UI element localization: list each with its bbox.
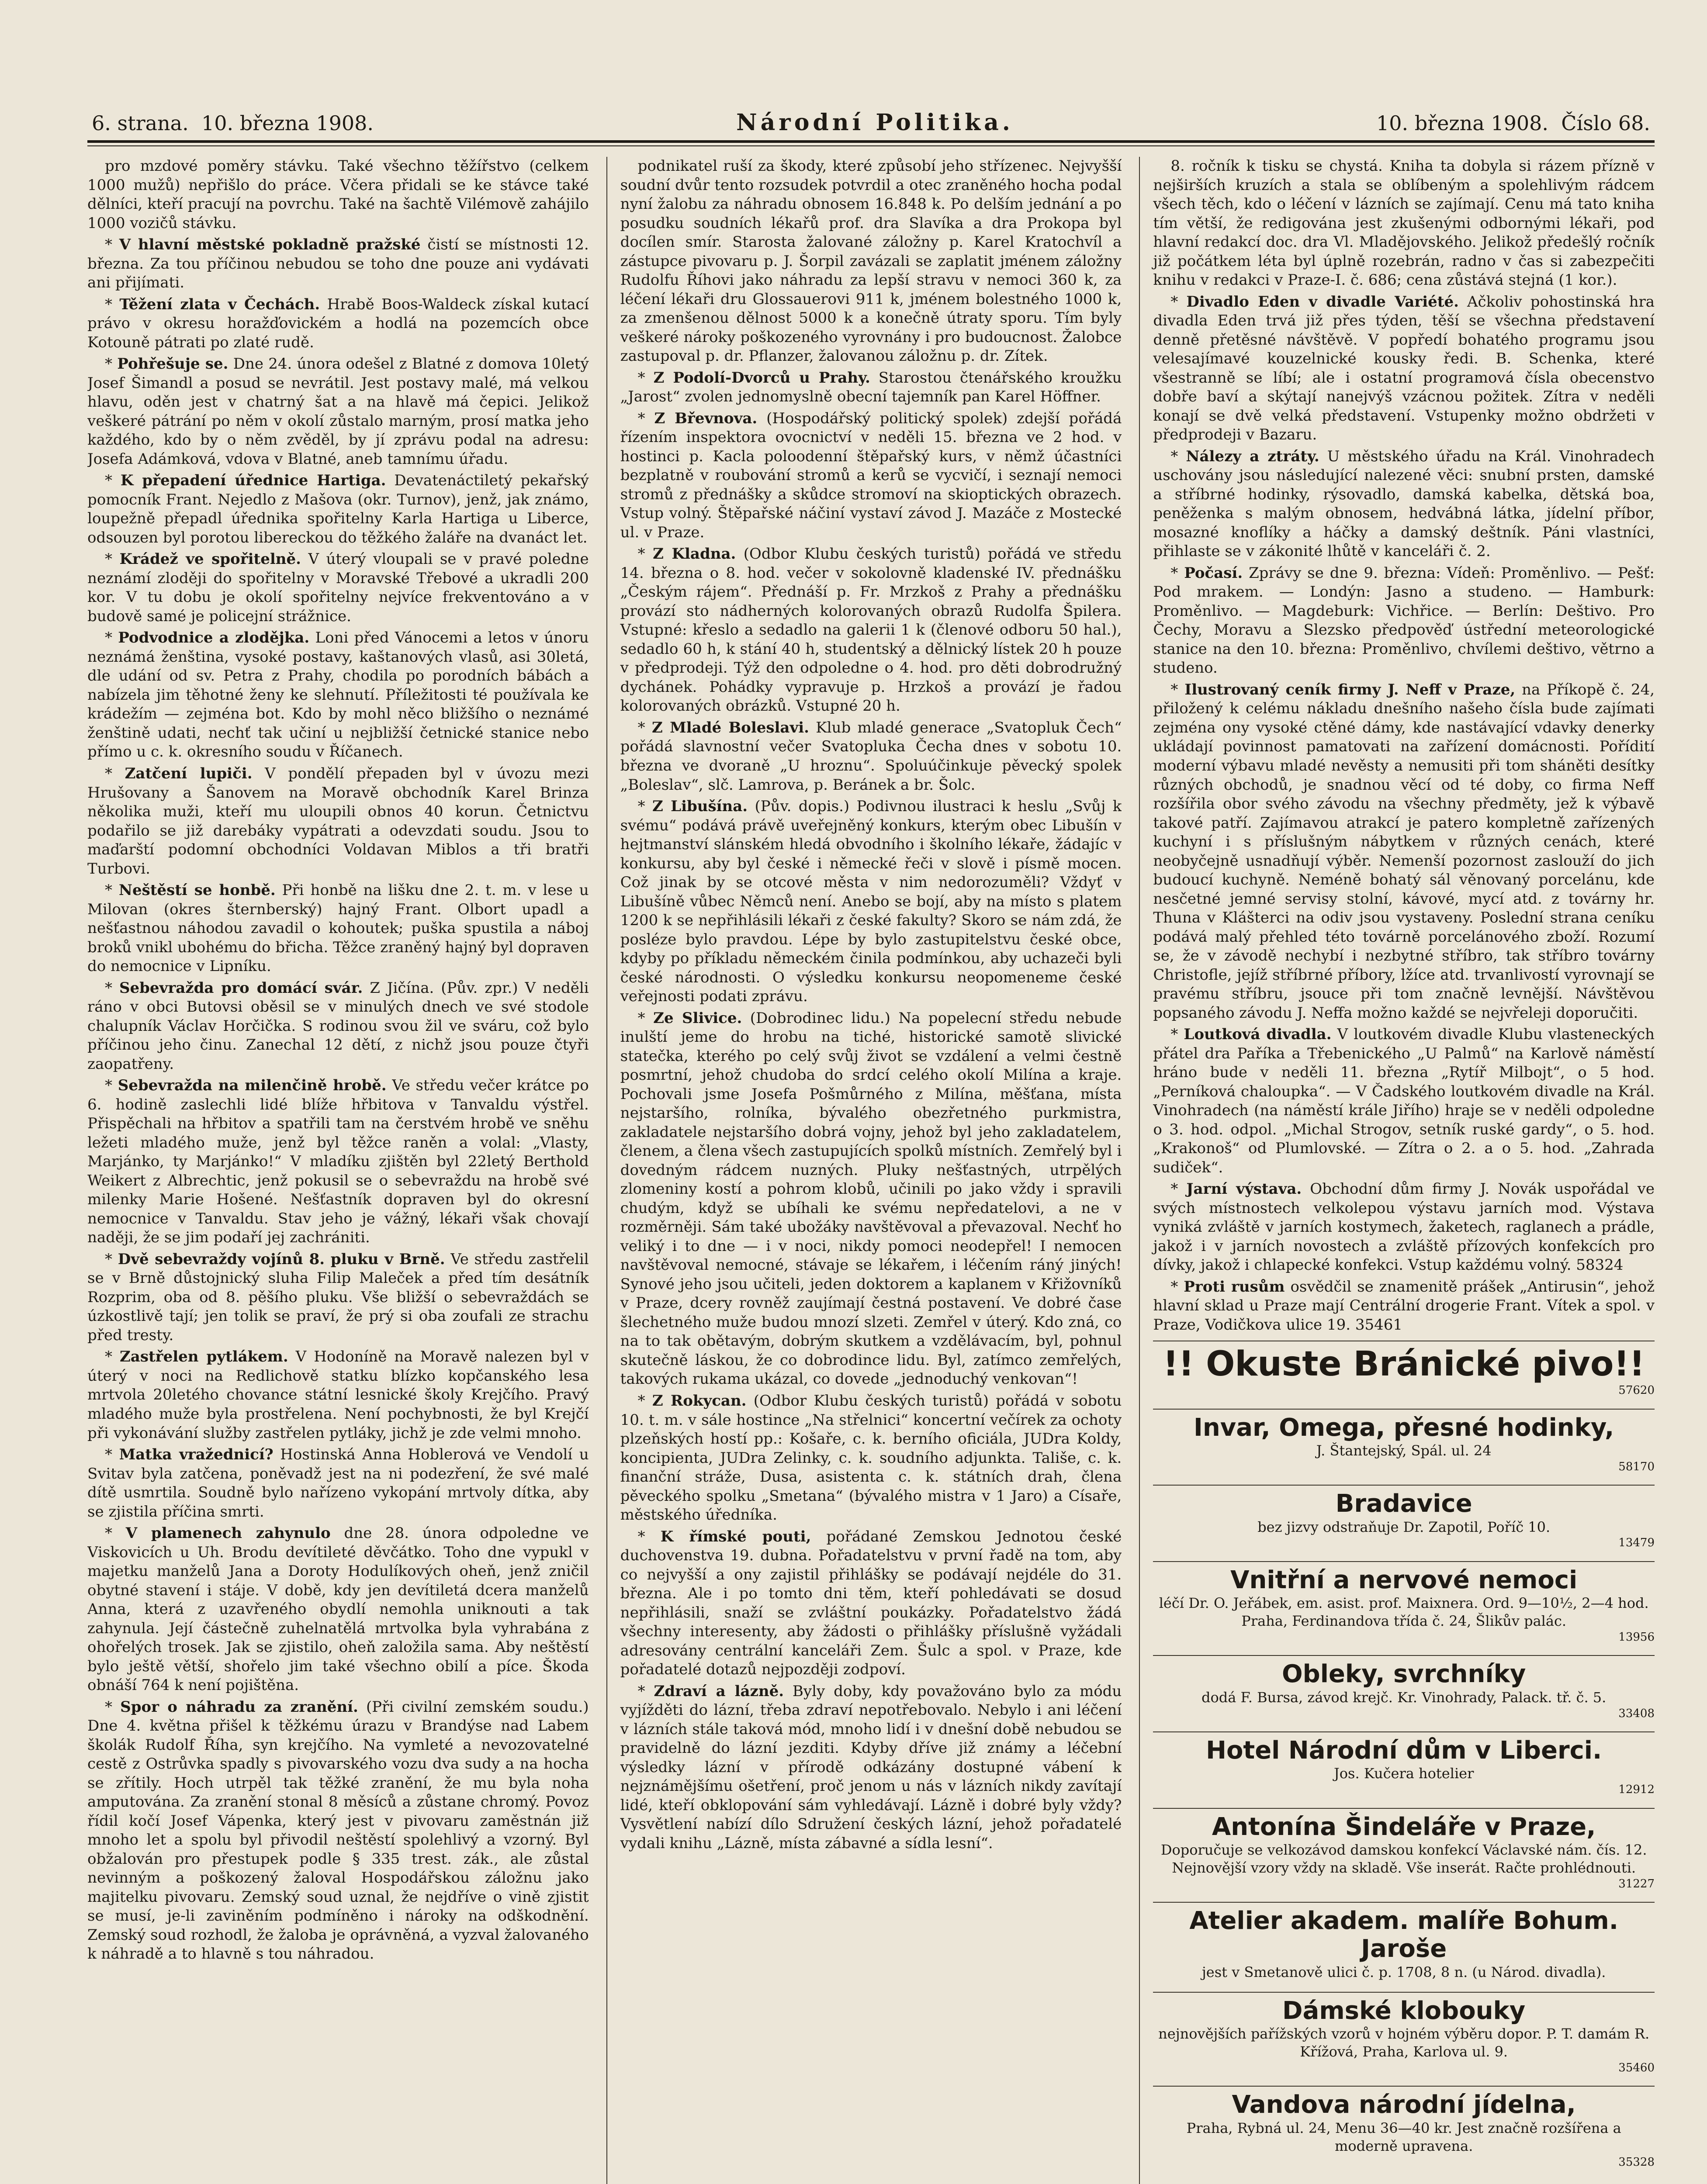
page-number: 6. strana. 10. března 1908. (92, 111, 374, 135)
news-item-body: Ačkoliv pohostinská hra divadla Eden trvá již přes týden, těší se všechna představení denně přetěsné návštěvě. V popředí bohatého programu jsou velesajímavé kouzelnické kousky ředi. B. Schenka, které všestranně se líbí; ale i ostatní programová čísla obecenstvo dobře baví a skýtají nanejvýš vzácnou požitek. Zítra v neděli konají se dvě velká představení. Vstupenky možno obdržeti v předprodeji v Bazaru. (1153, 293, 1655, 444)
advertisement (1153, 1561, 1655, 1649)
news-item: * Zdraví a lázně. Byly doby, kdy považováno bylo za módu vyjížděti do lázní, třeba zdraví nepotřebovalo. Nebylo i ani léčení v lázních stále taková mód, mnoho lidí i v dnešní době nebudou se pravidelně do lázní jezditi. Kdyby dříve již známy a léčební výsledky lázní v přírodě odkázány dostupné vábení k nejznámějšímu ošetření, proč jenom u nás v lázních nikdy zavítají lidé, kteří obklopování sám vyhledávají. Lázně i dobré byly vždy? Vysvětlení nabízí dílo Sdružení českých lázní, jehož pořadatelé vydali knihu „Lázně, místa zábavné a sídla lesní“. (620, 1682, 1122, 1852)
advertisements (1153, 1341, 1655, 2174)
news-item: * Z Podolí-Dvorců u Prahy. Starostou čtenářského kroužku „Jarost“ zvolen jednomyslně obecní tajemník pan Karel Höffner. (620, 369, 1122, 406)
news-item-body: Zprávy se dne 9. března: Vídeň: Proměnlivo. — Pešť: Pod mrakem. — Londýn: Jasno a studeno. — Hamburk: Proměnlivo. — Magdeburk: Vichřice. — Berlín: Deštivo. Pro Čechy, Moravu a Slezsko předpověď ústřední meteorologické stanice na den 10. března: Proměnlivo, chvílemi deštivo, větrno a studeno. (1153, 564, 1655, 677)
news-item: * Pohřešuje se. Dne 24. února odešel z Blatné z domova 10letý Josef Šimandl a posud se nevrátil. Jest postavy malé, má velkou hlavu, oděn jest v chatrný šat a na hlavě má čepici. Jelikož veškeré pátrání po něm v okolí zůstalo marným, prosí matka jeho každého, kdo by o něm zvěděl, by jí zprávu podal na adresu: Josefa Adámková, vdova v Blatné, aneb tamnímu úřadu. (87, 355, 589, 468)
advertisement (1153, 1341, 1655, 1402)
news-item-body: osvědčil se znamenitě prášek „Antirusin“, jehož hlavní sklad u Praze mají Centrální drogerie Frant. Vítek a spol. v Praze, Vodičkova ulice 19. 35461 (1153, 1278, 1655, 1334)
newspaper-title: Národní Politika. (736, 109, 1014, 136)
news-item-heading: Z Břevnova. (654, 409, 758, 427)
ad-number: 13479 (1618, 1536, 1655, 1550)
news-item-heading: Z Mladé Boleslavi. (651, 719, 809, 736)
news-item-body: pořádané Zemskou Jednotou české duchovenstva 19. dubna. Pořadatelstvu v první řadě na tom, aby co nejvyšší a ony zajistil přihlášky se podávají nejdéle do 31. března. Ale i po tomto dni těm, kteří pohledávati se dosud nepřihlásili, snaží se zvláštní poukázky. Pořadatelstvo žádá všechny interesenty, aby žádosti o přihlášky příslušně vyžádali adresovány centrální kanceláři Zem. Šulc a spol. v Praze, kde pořadatelé dotazů nejpozději zodpoví. (620, 1527, 1122, 1679)
news-item: * Zastřelen pytlákem. V Hodoníně na Moravě nalezen byl v úterý v noci na Redlichově statku blízko kopčanského lesa mrtvola 20letého chovance státní lesnické školy Krejčího. Pravý mladého muže byla prostřelena. Není pochybnosti, že byl Krejčí při vykonávání služby zastřelen pytláky, jichž je zde velmi mnoho. (87, 1348, 589, 1442)
news-item: * V hlavní městské pokladně pražské čistí se místnosti 12. března. Za tou příčinou nebudou se toho dne pouze ani vydávati ani přijímati. (87, 236, 589, 292)
news-item-heading: Krádež ve spořitelně. (119, 550, 301, 568)
ad-headline: Antonína Šindeláře v Praze, (1212, 1812, 1596, 1841)
news-item: * Zatčení lupiči. V pondělí přepaden byl v úvozu mezi Hrušovany a Šanovem na Moravě obchodník Karel Brinza několika muži, kteří mu uloupili obnos 40 korun. Četnictvu podařilo se již darebáky vypátrati a odevzdati soudu. Jsou to maďarští podomní obchodníci Voldavan Miblos a tři bratři Turbovi. (87, 764, 589, 878)
news-item-body: Klub mladé generace „Svatopluk Čech“ pořádá slavnostní večer Svatopluka Čecha dnes v sobotu 10. března ve dvoraně „U hroznu“. Spoluúčinkuje pěvecký spolek „Boleslav“, slč. Lamrova, p. Beránek a br. Šolc. (620, 719, 1122, 794)
news-item-body: V loutkovém divadle Klubu vlasteneckých přátel dra Paříka a Třebenického „U Palmů“ na Karlově náměstí hráno bude v neděli 11. března „Rytíř Milbojt“, o 5 hod. „Perníková chaloupka“. — V Čadského loutkovém divadle na Král. Vinohradech (na náměstí krále Jiřího) hraje se v neděli odpoledne o 3. hod. odpol. „Michal Strogov, setník ruské gardy“, o 5. hod. „Krakonoš“ od Plumlovské. — Zítra o 2. a o 5. hod. „Zahrada sudiček“. (1153, 1026, 1655, 1176)
news-item: * Těžení zlata v Čechách. Hrabě Boos-Waldeck získal kutací právo v okresu horažďovickém a hodlá na pozemcích obce Kotouně pátrati po zlaté rudě. (87, 295, 589, 351)
news-item-heading: Ze Slivice. (653, 1009, 742, 1027)
ad-number: 31227 (1618, 1877, 1655, 1890)
news-item-heading: V hlavní městské pokladně pražské (119, 236, 421, 254)
news-item-body: V Hodoníně na Moravě nalezen byl v úterý v noci na Redlichově statku blízko kopčanského lesa mrtvola 20letého chovance státní lesnické školy Krejčího. Pravý mladého muže byla prostřelena. Není pochybnosti, že byl Krejčí při vykonávání služby zastřelen pytláky, jichž je zde velmi mnoho. (87, 1348, 589, 1442)
news-item: * Matka vražednicí? Hostinská Anna Hoblerová ve Vendolí u Svitav byla zatčena, poněvadž jest na ni podezření, že své malé dítě usmrtila. Soudně bylo nařízeno vykopání mrtvoly dítka, aby se zjistila příčina smrti. (87, 1446, 589, 1521)
news-item: * Ilustrovaný ceník firmy J. Neff v Praze, na Příkopě č. 24, přiložený k celému nákladu dnešního našeho čísla bude zajímati zejména ony vysoké ctěné dámy, kde nastávající vdavky denerky ukládají povinnost pamatovati na zařízení domácnosti. Pořídití moderní výbavu mladé nevěsty a nemusiti při tom sháněti desítky různých obchodů, je snadnou věcí od té doby, co firma Neff rozšířila obor svého závodu na všechny předměty, jež k výbavě takové patří. Zajímavou atrakcí je patero kompletně zařízených kuchyní i s příslušným nábytkem v různých cenách, které neobyčejně usnadňují výběr. Nemenší pozornost zaslouží do jich budoucí kuchyně. Neméně bohatý sál věnovaný porcelánu, kde nesčetné jemné servisy stolní, kávové, mycí atd. z továrny hr. Thuna v Klášterci na odiv jsou vystaveny. Poslední strana ceníku podává malý přehled této továrně porcelánového zboží. Rozumí se, že v závodě nechybí i nezbytné stříbro, tak stříbro továrny Christofle, jejíž stříbrné příbory, lžíce atd. trvanlivostí vyrovnají se pravému stříbru, jsouce při tom značně levnější. Návštěvou popsaného závodu J. Neffa možno každé se nejvřeleji doporučiti. (1153, 681, 1655, 1022)
news-item: * Divadlo Eden v divadle Variété. Ačkoliv pohostinská hra divadla Eden trvá již přes týden, těší se všechna představení denně přetěsné návštěvě. V popředí bohatého programu jsou velesajímavé kouzelnické kousky ředi. B. Schenka, které všestranně se líbí; ale i ostatní programová čísla obecenstvo dobře baví a skýtají nanejvýš vzácnou požitek. Zítra v neděli konají se dvě velká představení. Vstupenky možno obdržeti v předprodeji v Bazaru. (1153, 293, 1655, 444)
news-item-heading: Divadlo Eden v divadle Variété. (1186, 293, 1459, 311)
advertisement (1153, 1992, 1655, 2080)
column-1 (87, 157, 589, 2184)
ad-text: Doporučuje se velkozávod damskou konfekcí Václavské nám. čís. 12. Nejnovější vzory vždy na skladě. Vše inserát. Račte prohlédnouti. (1160, 1841, 1647, 1876)
news-item: * Nálezy a ztráty. U městského úřadu na Král. Vinohradech uschovány jsou následující nalezené věci: snubní prsten, damské a stříbrné hodinky, rýsovadlo, damská kabelka, dětská boa, peněženka s malým obnosem, hedvábná látka, jídelní příbor, mosazné knoflíky a háčky a damský deštník. Páni vlastníci, přihlaste se v zákonité lhůtě v kanceláři č. 2. (1153, 447, 1655, 560)
ad-headline: Vandova národní jídelna, (1232, 2091, 1576, 2119)
ad-text: nejnovějších pařížských vzorů v hojném výběru dopor. P. T. damám R. Křížová, Praha, Karlova ul. 9. (1158, 2025, 1650, 2060)
news-item-body: Ve středu večer krátce po 6. hodině zaslechli lidé blíže hřbitova v Tanvaldu výstřel. Přispěchali na hřbitov a spatřili tam na čerstvém hrobě ve sněhu ležeti mladého muže, jenž byl těžce raněn a volal: „Vlasty, Marjánko, ty Marjánko!“ V mladíku zjištěn byl 22letý Berthold Weikert z Albrechtic, jenž pokusil se o sebevraždu na hrobě své milenky Marie Hošené. Nešťastník dopraven byl do okresní nemocnice v Tanvaldu. Stav jeho je vážný, lékaři však chovají naději, že se jim podaří jej zachrániti. (87, 1077, 589, 1247)
header-rule-thin (87, 145, 1655, 146)
column-3 (1139, 157, 1655, 2184)
news-item: * Z Libušína. (Pův. dopis.) Podivnou ilustraci k heslu „Svůj k svému“ podává právě uveřejněný konkurs, kterým obec Libušín v hejtmanství slánském hledá obvodního i školního lékaře, žádajíc v konkursu, aby byl české i německé řeči v slově i písmě mocen. Což jinak by se otcové města v nim nedorozuměli? Vždyť v Libušíně vůbec Němců není. Anebo se bojí, aby na místo s platem 1200 k se nepřihlásili lékaři z české fakulty? Skoro se nám zdá, že posléze bylo pravdou. Lépe by bylo zastupitelstvu české obce, kdyby po příkladu německém činila podmínkou, aby uchazeči byli české národnosti. O výsledku konkursu neopomeneme české veřejnosti podati zprávu. (620, 798, 1122, 1006)
news-item: * Proti rusům osvědčil se znamenitě prášek „Antirusin“, jehož hlavní sklad u Praze mají Centrální drogerie Frant. Vítek a spol. v Praze, Vodičkova ulice 19. 35461 (1153, 1278, 1655, 1334)
news-item: * Z Kladna. (Odbor Klubu českých turistů) pořádá ve středu 14. března o 8. hod. večer v sokolovně kladenské IV. přednášku „Českým rájem“. Přednáší p. Fr. Mrzkoš z Prahy a přednášku provází sto nádherných kolorovaných obrazů Rudolfa Špilera. Vstupné: křeslo a sedadlo na galerii 1 k (členové odboru 50 hal.), sedadlo 60 h, k stání 40 h, studentský a dělnický lístek 20 h pouze v předprodeji. Týž den odpoledne o 4. hod. pro děti dobrodružný dychánek. Pohádky vypravuje p. Hrzkoš a provází je řadou kolorovaných obrázků. Vstupné 20 h. (620, 545, 1122, 715)
news-item-heading: K římské pouti, (660, 1527, 811, 1545)
news-item-heading: Dvě sebevraždy vojínů 8. pluku v Brně. (118, 1250, 445, 1268)
news-item-heading: V plamenech zahynulo (125, 1524, 331, 1542)
ad-number: 35460 (1618, 2061, 1655, 2075)
ad-text: Jos. Kučera hotelier (1333, 1765, 1474, 1782)
news-item-heading: Pohřešuje se. (117, 355, 229, 373)
news-item-body: Při honbě na lišku dne 2. t. m. v lese u Milovan (okres šternberský) hajný Frant. Olbort upadl a nešťastnou náhodou zavadil o kohoutek; puška spustila a náboj broků vnikl ubohému do břicha. Těžce zraněný hajný byl dopraven do nemocnice v Lipníku. (87, 881, 589, 975)
ad-text: bez jizvy odstraňuje Dr. Zapotil, Poříč 10. (1257, 1518, 1551, 1535)
news-item-body: Byly doby, kdy považováno bylo za módu vyjížděti do lázní, třeba zdraví nepotřebovalo. Nebylo i ani léčení v lázních stále taková mód, mnoho lidí i v dnešní době nebudou se pravidelně do lázní jezditi. Kdyby dříve již známy a léčební výsledky lázní v přírodě odkázány dostupné vábení k nejznámějšímu ošetření, proč jenom u nás v lázních nikdy zavítají lidé, kteří obklopování sám vyhledávají. Lázně i dobré byly vždy? Vysvětlení nabízí dílo Sdružení českých lázní, jehož pořadatelé vydali knihu „Lázně, místa zábavné a sídla lesní“. (620, 1682, 1122, 1852)
column-3-news (1153, 157, 1655, 1334)
ad-headline: Obleky, svrchníky (1282, 1660, 1526, 1689)
news-item-heading: Podvodnice a zlodějka. (118, 629, 310, 647)
news-item: * Z Mladé Boleslavi. Klub mladé generace „Svatopluk Čech“ pořádá slavnostní večer Svatopluka Čecha dnes v sobotu 10. března ve dvoraně „U hroznu“. Spoluúčinkuje pěvecký spolek „Boleslav“, slč. Lamrova, p. Beránek a br. Šolc. (620, 719, 1122, 794)
news-item-body: V úterý vloupali se v pravé poledne neznámí zloději do spořitelny v Moravské Třebové a ukradli 200 kor. V tu dobu je okolí spořitelny nejvíce frekventováno a v budově samé je policejní strážnice. (87, 550, 589, 625)
ad-headline: !! Okuste Bránické pivo!! (1163, 1344, 1645, 1384)
advertisement (1153, 1409, 1655, 1479)
news-item: * Spor o náhradu za zranění. (Při civilní zemském soudu.) Dne 4. května přišel k těžkému úrazu v Brandýse nad Labem školák Rudolf Říha, syn krejčího. Na vymleté a nevozovatelné cestě z Ostrůvka spadly s pivovarského vozu dva sudy a na hocha se zřítily. Hoch utrpěl tak těžké zranění, že mu byla noha amputována. Za zranění stonal 8 měsíců a zůstane chromý. Povoz řídil kočí Josef Vápenka, který jest v pivovaru zaměstnán již mnoho let a spolu byl přivodil neštěstí spolehlivý a vzorný. Byl obžalován pro přestupek podle § 335 trest. zák., ale zůstal nevinným a poškozený žaloval Hospodářskou záložnu jako majitelku pivovaru. Zemský soud uznal, že nejdříve o vině zjistit se musí, je-li zaviněním podmíněno i nároky na odškodnění. Zemský soud rozhodl, že žaloba je oprávněná, a vyzval žalovaného k náhradě a to hlavně s tou náhradou. (87, 1698, 589, 1963)
news-item-heading: Z Libušína. (652, 798, 748, 816)
news-item: * Z Rokycan. (Odbor Klubu českých turistů) pořádá v sobotu 10. t. m. v sále hostince „Na střelnici“ koncertní večírek za ochoty plzeňských hostí pp.: Košaře, c. k. berního oficiála, JUDra Koldy, koncipienta, JUDra Zelinky, c. k. soudního adjunkta. Tališe, c. k. finanční stráže, Dusa, asistenta c. k. státních drah, člena pěveckého spolku „Smetana“ (bývalého mistra v 1 Jaro) a Císaře, městského úředníka. (620, 1392, 1122, 1524)
news-item-body: (Hospodářský politický spolek) zdejší pořádá řízením inspektora ovocnictví v neděli 15. března ve 2 hod. v hostinci p. Kacla poloodenní štěpařský kurs, v němž účastníci bezplatně v roubování stromů a kerů se vycvičí, i seznají nemoci stromů z přednášky a skůdce stromoví na skioptických obrazech. Vstup volný. Štěpařské náčiní vystaví závod J. Mazáče z Mostecké ul. v Praze. (620, 409, 1122, 541)
news-item: * Krádež ve spořitelně. V úterý vloupali se v pravé poledne neznámí zloději do spořitelny v Moravské Třebové a ukradli 200 kor. V tu dobu je okolí spořitelny nejvíce frekventováno a v budově samé je policejní strážnice. (87, 550, 589, 625)
news-item: * Počasí. Zprávy se dne 9. března: Vídeň: Proměnlivo. — Pešť: Pod mrakem. — Londýn: Jasno a studeno. — Hamburk: Proměnlivo. — Magdeburk: Vichřice. — Berlín: Deštivo. Pro Čechy, Moravu a Slezsko předpověď ústřední meteorologické stanice na den 10. března: Proměnlivo, chvílemi deštivo, větrno a studeno. (1153, 564, 1655, 677)
news-item-heading: Neštěstí se honbě. (118, 881, 276, 899)
ad-text: léčí Dr. O. Jeřábek, em. asist. prof. Maixnera. Ord. 9—10½, 2—4 hod. Praha, Ferdinandova třída č. 24, Šlikův palác. (1159, 1595, 1649, 1630)
advertisement (1153, 1731, 1655, 1802)
news-item: * Sebevražda pro domácí svár. Z Jičína. (Pův. zpr.) V neděli ráno v obci Butovsi oběsil se v minulých dnech ve své stodole chalupník Václav Horčička. S rodinou svou žil ve sváru, což bylo příčinou jeho činu. Zanechal 12 dětí, z nichž jsou pouze čtyři zaopatřeny. (87, 979, 589, 1073)
news-item-body: (Odbor Klubu českých turistů) pořádá ve středu 14. března o 8. hod. večer v sokolovně kladenské IV. přednášku „Českým rájem“. Přednáší p. Fr. Mrzkoš z Prahy a přednášku provází sto nádherných kolorovaných obrazů Rudolfa Špilera. Vstupné: křeslo a sedadlo na galerii 1 k (členové odboru 50 hal.), sedadlo 60 h, k stání 40 h, studentský a dělnický lístek 20 h pouze v předprodeji. Týž den odpoledne o 4. hod. pro děti dobrodružný dychánek. Pohádky vypravuje p. Hrzkoš a provází je řadou kolorovaných obrázků. Vstupné 20 h. (620, 545, 1122, 715)
ad-number: 58170 (1618, 1460, 1655, 1473)
column-2 (606, 157, 1122, 2184)
ad-text: J. Štantejský, Spál. ul. 24 (1316, 1442, 1492, 1459)
news-item-body: (Při civilní zemském soudu.) Dne 4. května přišel k těžkému úrazu v Brandýse nad Labem školák Rudolf Říha, syn krejčího. Na vymleté a nevozovatelné cestě z Ostrůvka spadly s pivovarského vozu dva sudy a na hocha se zřítily. Hoch utrpěl tak těžké zranění, že mu byla noha amputována. Za zranění stonal 8 měsíců a zůstane chromý. Povoz řídil kočí Josef Vápenka, který jest v pivovaru zaměstnán již mnoho let a spolu byl přivodil neštěstí spolehlivý a vzorný. Byl obžalován pro přestupek podle § 335 trest. zák., ale zůstal nevinným a poškozený žaloval Hospodářskou záložnu jako majitelku pivovaru. Zemský soud uznal, že nejdříve o vině zjistit se musí, je-li zaviněním podmíněno i nároky na odškodnění. Zemský soud rozhodl, že žaloba je oprávněná, a vyzval žalovaného k náhradě a to hlavně s tou náhradou. (87, 1698, 589, 1963)
news-item-heading: Počasí. (1184, 564, 1243, 582)
news-item-body: (Pův. dopis.) Podivnou ilustraci k heslu „Svůj k svému“ podává právě uveřejněný konkurs, kterým obec Libušín v hejtmanství slánském hledá obvodního i školního lékaře, žádajíc v konkursu, aby byl české i německé řeči v slově i písmě mocen. Což jinak by se otcové města v nim nedorozuměli? Vždyť v Libušíně vůbec Němců není. Anebo se bojí, aby na místo s platem 1200 k se nepřihlásili lékaři z české fakulty? Skoro se nám zdá, že posléze bylo pravdou. Lépe by bylo zastupitelstvu české obce, kdyby po příkladu německém činila podmínkou, aby uchazeči byli české národnosti. O výsledku konkursu neopomeneme české veřejnosti podati zprávu. (620, 798, 1122, 1006)
header-rule (87, 140, 1655, 143)
news-item-body: Hrabě Boos-Waldeck získal kutací právo v okresu horažďovickém a hodlá na pozemcích obce Kotouně pátrati po zlaté rudě. (87, 295, 589, 351)
news-item (87, 157, 589, 233)
news-item-heading: K přepadení úřednice Hartiga. (120, 472, 386, 490)
news-item: * Z Břevnova. (Hospodářský politický spolek) zdejší pořádá řízením inspektora ovocnictví v neděli 15. března ve 2 hod. v hostinci p. Kacla poloodenní štěpařský kurs, v němž účastníci bezplatně v roubování stromů a kerů se vycvičí, i seznají nemoci stromů z přednášky a skůdce stromoví na skioptických obrazech. Vstup volný. Štěpařské náčiní vystaví závod J. Mazáče z Mostecké ul. v Praze. (620, 409, 1122, 541)
news-item-body: U městského úřadu na Král. Vinohradech uschovány jsou následující nalezené věci: snubní prsten, damské a stříbrné hodinky, rýsovadlo, damská kabelka, dětská boa, peněženka s malým obnosem, hedvábná látka, jídelní příbor, mosazné knoflíky a háčky a damský deštník. Páni vlastníci, přihlaste se v zákonité lhůtě v kanceláři č. 2. (1153, 447, 1655, 560)
news-item-body: Hostinská Anna Hoblerová ve Vendolí u Svitav byla zatčena, poněvadž jest na ni podezření, že své malé dítě usmrtila. Soudně bylo nařízeno vykopání mrtvoly dítka, aby se zjistila příčina smrti. (87, 1446, 589, 1521)
news-item (1153, 157, 1655, 290)
news-item-heading: Spor o náhradu za zranění. (120, 1698, 358, 1716)
news-item-heading: Zdraví a lázně. (654, 1682, 784, 1700)
ad-text: jest v Smetanově ulici č. p. 1708, 8 n. (u Národ. divadla). (1201, 1963, 1606, 1980)
advertisement (1153, 1808, 1655, 1896)
news-item-heading: Matka vražednicí? (119, 1446, 274, 1464)
news-item-body: Loni před Vánocemi a letos v únoru neznámá ženština, vysoké postavy, kaštanových vlasů, asi 30letá, dle udání od sv. Petra z Prahy, chodila po porodních bábách a nabízela jim těhotné ženy ke slehnutí. Příležitosti té používala ke krádežím — zejména bot. Kdo by mohl něco bližšího o neznámé ženštině udati, nechť tak učiní u nejbližší četnické stanice nebo přímo u c. k. okresního soudu v Říčanech. (87, 629, 589, 761)
news-item: * Sebevražda na milenčině hrobě. Ve středu večer krátce po 6. hodině zaslechli lidé blíže hřbitova v Tanvaldu výstřel. Přispěchali na hřbitov a spatřili tam na čerstvém hrobě ve sněhu ležeti mladého muže, jenž byl těžce raněn a volal: „Vlasty, Marjánko, ty Marjánko!“ V mladíku zjištěn byl 22letý Berthold Weikert z Albrechtic, jenž pokusil se o sebevraždu na hrobě své milenky Marie Hošené. Nešťastník dopraven byl do okresní nemocnice v Tanvaldu. Stav jeho je vážný, lékaři však chovají naději, že se jim podaří jej zachrániti. (87, 1077, 589, 1247)
news-item-heading: Loutková divadla. (1184, 1026, 1332, 1044)
ad-number: 35328 (1618, 2155, 1655, 2169)
news-item-heading: Z Podolí-Dvorců u Prahy. (653, 369, 870, 387)
news-item-heading: Těžení zlata v Čechách. (119, 295, 320, 313)
ad-text: Praha, Rybná ul. 24, Menu 36—40 kr. Jest značně rozšířena a moderně upravena. (1186, 2119, 1621, 2154)
news-item: * Podvodnice a zlodějka. Loni před Vánocemi a letos v únoru neznámá ženština, vysoké postavy, kaštanových vlasů, asi 30letá, dle udání od sv. Petra z Prahy, chodila po porodních bábách a nabízela jim těhotné ženy ke slehnutí. Příležitosti té používala ke krádežím — zejména bot. Kdo by mohl něco bližšího o neznámé ženštině udati, nechť tak učiní u nejbližší četnické stanice nebo přímo u c. k. okresního soudu v Říčanech. (87, 629, 589, 761)
news-item-heading: Ilustrovaný ceník firmy J. Neff v Praze, (1184, 681, 1516, 698)
news-item-heading: Zastřelen pytlákem. (119, 1348, 288, 1366)
advertisement (1153, 1902, 1655, 1986)
news-item: * K přepadení úřednice Hartiga. Devatenáctiletý pekařský pomocník Frant. Nejedlo z Mašova (okr. Turnov), jenž, jak známo, loupežně přepadl úřednika spořitelny Karla Hartiga u Liberce, odsouzen byl porotou libereckou do těžkého žaláře na dvanáct let. (87, 472, 589, 546)
news-item-heading: Z Rokycan. (652, 1392, 747, 1410)
news-item-body: Obchodní dům firmy J. Novák uspořádal ve svých místnostech velkolepou výstavu jarních mod. Výstava vyniká zvláště v jarních kostymech, žaketech, raglanech a prádle, jakož i v jarních novostech a zvláště přízových konfekcích pro dívky, jakož i chlapecké konfekci. Vstup každému volný. 58324 (1153, 1180, 1655, 1274)
ad-number: 13956 (1618, 1631, 1655, 1644)
news-item: * V plamenech zahynulo dne 28. února odpoledne ve Viskovicích u Uh. Brodu devítileté děvčátko. Toho dne vypukl v majetku manželů Jana a Doroty Hodulíkových oheň, jenž zničil obytné stavení i stáje. V době, kdy jen devítiletá dcera manželů Anna, která z uzavřeného obydlí nemohla uniknouti a tak zahynula. Její částečně zuhelnatělá mrtvolka byla vyhrabána z ohořelých trosek. Jak se zjistilo, oheň založila sama. Aby neštěstí bylo ještě větší, shořelo jim také všechno obilí a píce. Škoda obnáší 764 k není pojištěna. (87, 1524, 589, 1694)
advertisement (1153, 2086, 1655, 2174)
news-item-heading: Proti rusům (1184, 1278, 1285, 1296)
news-item: * Dvě sebevraždy vojínů 8. pluku v Brně. Ve středu zastřelil se v Brně důstojnický sluha Filip Maleček a před tím desátník Rozprim, oba od 8. pěšího pluku. Vše bližší o sebevraždách se úzkostlivě tají; jen tolik se praví, že prý si oba zoufali ze strachu před tresty. (87, 1250, 589, 1344)
news-item-body: podnikatel ruší za škody, které způsobí jeho střízenec. Nejvyšší soudní dvůr tento rozsudek potvrdil a otec zraněného hocha podal nyní žalobu za náhradu obnosem 16.848 k. Po delším jednání a po posudku soudních lékařů prof. dra Slavíka a dra Prokopa byl docílen smír. Starosta žalované záložny p. Karel Kratochvíl a zástupce pivovaru p. J. Šorpil zavázali se zaplatit jménem záložny Rudolfu Říhovi jako náhradu za lepší stravu v nemoci 360 k, za léčení lékaři dru Glossauerovi 911 k, jménem bolestného 1000 k, za zmenšenou dělnost 5000 k a konečně útraty sporu. Tím byly veškeré nároky poškozeného vyrovnány i pro budoucnost. Žalobce zastupoval p. dr. Pflanzer, žalovanou záložnu p. dr. Zítek. (620, 157, 1122, 365)
news-item-body: Z Jičína. (Pův. zpr.) V neděli ráno v obci Butovsi oběsil se v minulých dnech ve své stodole chalupník Václav Horčička. S rodinou svou žil ve sváru, což bylo příčinou jeho činu. Zanechal 12 dětí, z nichž jsou pouze čtyři zaopatřeny. (87, 979, 589, 1073)
news-item: * Loutková divadla. V loutkovém divadle Klubu vlasteneckých přátel dra Paříka a Třebenického „U Palmů“ na Karlově náměstí hráno bude v neděli 11. března „Rytíř Milbojt“, o 5 hod. „Perníková chaloupka“. — V Čadského loutkovém divadle na Král. Vinohradech (na náměstí krále Jiřího) hraje se v neděli odpoledne o 3. hod. odpol. „Michal Strogov, setník ruské gardy“, o 5. hod. „Krakonoš“ od Plumlovské. — Zítra o 2. a o 5. hod. „Zahrada sudiček“. (1153, 1026, 1655, 1176)
page-header (87, 109, 1655, 140)
news-item-heading: Sebevražda na milenčině hrobě. (118, 1077, 387, 1095)
advertisement (1153, 1655, 1655, 1725)
news-item: * Ze Slivice. (Dobrodinec lidu.) Na popelecní středu nebude inulští jeme do hrobu na tiché, historické samotě slivické statečka, kterého po celý svůj život se vzdálení a velmi čestně posmrtní, jehož chudoba do srdcí celého okolí Milína a kraje. Pochovali jsme Josefa Pošmůrného z Milína, měšťana, místa nejstaršího, rolníka, bývalého obezřetného purkmistra, zakladatele nejstaršího dobrá vojny, jehož byl jeho zakladatelem, členem, a člena všech zastupujících spolků místních. Zemřelý byl i dovedným rádcem nuzných. Pluky nešťastných, utrpělých zlomeniny kostí a pohrom klobů, učinili po jako vždy i spravili chudým, když se ubíhali ke svému nepředatelovi, a ne v rozměrněji. Sám také ubožáky navštěvoval a převazoval. Nechť ho veliký i to dne — i v noci, nikdy pomoci neodepřel! I nemocen navštěvoval nemocné, stávaje se lékařem, i léčením ráný jiných! Synové jeho jsou učiteli, jeden doktorem a kaplanem v Křižovníků v Praze, dcery rovněž zaujímají čestná postavení. Ve dobré čase šlechetného muže budou mnozí slzeti. Zemřel v úterý. Kdo zná, co na to tak obětavým, dobrým skutkem a vzdělávacím, byl, pohnul skutečně láskou, že co dobrodince lidu. Byl, zatímco zemřelých, takových rukama ukázal, co dovede „jednoduchý venkovan“! (620, 1009, 1122, 1388)
news-item-body: Ve středu zastřelil se v Brně důstojnický sluha Filip Maleček a před tím desátník Rozprim, oba od 8. pěšího pluku. Vše bližší o sebevraždách se úzkostlivě tají; jen tolik se praví, že prý si oba zoufali ze strachu před tresty. (87, 1250, 589, 1344)
ad-headline: Hotel Národní dům v Liberci. (1206, 1736, 1602, 1765)
news-item-body: pro mzdové poměry stávku. Také všechno těžířstvo (celkem 1000 mužů) nepřišlo do práce. Včera přidali se ke stávce také dělníci, kteří pracují na povrchu. Také na šachtě Vilémově zahájilo 1000 vozičů stávku. (87, 157, 589, 232)
news-item-heading: Zatčení lupiči. (125, 764, 253, 782)
news-item-heading: Jarní výstava. (1186, 1180, 1302, 1198)
news-item-body: 8. ročník k tisku se chystá. Kniha ta dobyla si rázem přízně v nejširších kruzích a stala se oblíbeným a spolehlivým rádcem všech těch, kdo o léčení v lázních se zajímají. Cenu má tato kniha tím větší, že redigována jest zkušenými odbornými lékaři, pod hlavní redakcí doc. dra Vl. Mladějovského. Jelikož předešlý ročník již počátkem léta byl úplně rozebrán, radno v čas si zabezpečiti knihu v redakci v Praze-I. č. 686; cena zůstává stejná (1 kor.). (1153, 157, 1655, 289)
news-item-body: Dne 24. února odešel z Blatné z domova 10letý Josef Šimandl a posud se nevrátil. Jest postavy malé, má velkou hlavu, oděn jest v chatrný šat a na hlavě má čepici. Jelikož veškeré pátrání po něm v okolí zůstalo marným, prosí matka jeho každého, kdo by o něm zvěděl, by jí zprávu podal na adresu: Josefa Adámková, vdova v Blatné, aneb tamnímu úřadu. (87, 355, 589, 468)
news-item-body: Devatenáctiletý pekařský pomocník Frant. Nejedlo z Mašova (okr. Turnov), jenž, jak známo, loupežně přepadl úřednika spořitelny Karla Hartiga u Liberce, odsouzen byl porotou libereckou do těžkého žaláře na dvanáct let. (87, 472, 589, 546)
news-item-body: čistí se místnosti 12. března. Za tou příčinou nebudou se toho dne pouze ani vydávati ani přijímati. (87, 236, 589, 292)
ad-headline: Vnitřní a nervové nemoci (1230, 1565, 1578, 1594)
news-item (620, 157, 1122, 366)
columns (87, 157, 1655, 2184)
ad-number: 33408 (1618, 1707, 1655, 1720)
news-item-body: V pondělí přepaden byl v úvozu mezi Hrušovany a Šanovem na Moravě obchodník Karel Brinza několika muži, kteří mu uloupili obnos 40 korun. Četnictvu podařilo se již darebáky vypátrati a odevzdati soudu. Jsou to maďarští podomní obchodníci Voldavan Miblos a tři bratři Turbovi. (87, 764, 589, 878)
advertisement (1153, 1485, 1655, 1555)
news-item-heading: Z Kladna. (653, 545, 736, 563)
news-item-body: (Odbor Klubu českých turistů) pořádá v sobotu 10. t. m. v sále hostince „Na střelnici“ koncertní večírek za ochoty plzeňských hostí pp.: Košaře, c. k. berního oficiála, JUDra Koldy, koncipienta, JUDra Zelinky, c. k. soudního adjunkta. Tališe, c. k. finanční stráže, Dusa, asistenta c. k. státních drah, člena pěveckého spolku „Smetana“ (bývalého mistra v 1 Jaro) a Císaře, městského úředníka. (620, 1392, 1122, 1524)
ad-headline: Invar, Omega, přesné hodinky, (1194, 1413, 1614, 1442)
news-item-heading: Sebevražda pro domácí svár. (119, 979, 363, 997)
news-item-body: dne 28. února odpoledne ve Viskovicích u Uh. Brodu devítileté děvčátko. Toho dne vypukl v majetku manželů Jana a Doroty Hodulíkových oheň, jenž zničil obytné stavení i stáje. V době, kdy jen devítiletá dcera manželů Anna, která z uzavřeného obydlí nemohla uniknouti a tak zahynula. Její částečně zuhelnatělá mrtvolka byla vyhrabána z ohořelých trosek. Jak se zjistilo, oheň založila sama. Aby neštěstí bylo ještě větší, shořelo jim také všechno obilí a píce. Škoda obnáší 764 k není pojištěna. (87, 1524, 589, 1694)
ad-text: dodá F. Bursa, závod krejč. Kr. Vinohrady, Palack. tř. č. 5. (1201, 1689, 1607, 1706)
ad-headline: Dámské klobouky (1282, 1996, 1526, 2025)
news-item-body: na Příkopě č. 24, přiložený k celému nákladu dnešního našeho čísla bude zajímati zejména ony vysoké ctěné dámy, kde nastávající vdavky denerky ukládají povinnost pamatovati na zařízení domácnosti. Pořídití moderní výbavu mladé nevěsty a nemusiti při tom sháněti desítky různých obchodů, je snadnou věcí od té doby, co firma Neff rozšířila obor svého závodu na všechny předměty, jež k výbavě takové patří. Zajímavou atrakcí je patero kompletně zařízených kuchyní i s příslušným nábytkem v různých cenách, které neobyčejně usnadňují výběr. Nemenší pozornost zaslouží do jich budoucí kuchyně. Neméně bohatý sál věnovaný porcelánu, kde nesčetné jemné servisy stolní, kávové, mycí atd. z továrny hr. Thuna v Klášterci na odiv jsou vystaveny. Poslední strana ceníku podává malý přehled této továrně porcelánového zboží. Rozumí se, že v závodě nechybí i nezbytné stříbro, tak stříbro továrny Christofle, jejíž stříbrné příbory, lžíce atd. trvanlivostí vyrovnají se pravému stříbru, jsouce při tom značně levnější. Návštěvou popsaného závodu J. Neffa možno každé se nejvřeleji doporučiti. (1153, 681, 1655, 1022)
news-item: * Jarní výstava. Obchodní dům firmy J. Novák uspořádal ve svých místnostech velkolepou výstavu jarních mod. Výstava vyniká zvláště v jarních kostymech, žaketech, raglanech a prádle, jakož i v jarních novostech a zvláště přízových konfekcích pro dívky, jakož i chlapecké konfekci. Vstup každému volný. 58324 (1153, 1180, 1655, 1274)
ad-headline: Bradavice (1335, 1489, 1472, 1518)
ad-number: 57620 (1618, 1384, 1655, 1397)
ad-number: 12912 (1618, 1783, 1655, 1797)
issue-info: 10. března 1908. Číslo 68. (1376, 111, 1650, 135)
ad-headline: Atelier akadem. malíře Bohum. Jaroše (1189, 1907, 1619, 1963)
news-item-heading: Nálezy a ztráty. (1186, 447, 1319, 465)
news-item: * Neštěstí se honbě. Při honbě na lišku dne 2. t. m. v lese u Milovan (okres šternberský) hajný Frant. Olbort upadl a nešťastnou náhodou zavadil o kohoutek; puška spustila a náboj broků vnikl ubohému do břicha. Těžce zraněný hajný byl dopraven do nemocnice v Lipníku. (87, 881, 589, 975)
news-item-body: (Dobrodinec lidu.) Na popelecní středu nebude inulští jeme do hrobu na tiché, historické samotě slivické statečka, kterého po celý svůj život se vzdálení a velmi čestně posmrtní, jehož chudoba do srdcí celého okolí Milína a kraje. Pochovali jsme Josefa Pošmůrného z Milína, měšťana, místa nejstaršího, rolníka, bývalého obezřetného purkmistra, zakladatele nejstaršího dobrá vojny, jehož byl jeho zakladatelem, členem, a člena všech zastupujících spolků místních. Zemřelý byl i dovedným rádcem nuzných. Pluky nešťastných, utrpělých zlomeniny kostí a pohrom klobů, učinili po jako vždy i spravili chudým, když se ubíhali ke svému nepředatelovi, a ne v rozměrněji. Sám také ubožáky navštěvoval a převazoval. Nechť ho veliký i to dne — i v noci, nikdy pomoci neodepřel! I nemocen navštěvoval nemocné, stávaje se lékařem, i léčením ráný jiných! Synové jeho jsou učiteli, jeden doktorem a kaplanem v Křižovníků v Praze, dcery rovněž zaujímají čestná postavení. Ve dobré čase šlechetného muže budou mnozí slzeti. Zemřel v úterý. Kdo zná, co na to tak obětavým, dobrým skutkem a vzdělávacím, byl, pohnul skutečně láskou, že co dobrodince lidu. Byl, zatímco zemřelých, takových rukama ukázal, co dovede „jednoduchý venkovan“! (620, 1009, 1122, 1388)
news-item-body: Starostou čtenářského kroužku „Jarost“ zvolen jednomyslně obecní tajemník pan Karel Höffner. (620, 369, 1122, 406)
news-item: * K římské pouti, pořádané Zemskou Jednotou české duchovenstva 19. dubna. Pořadatelstvu v první řadě na tom, aby co nejvyšší a ony zajistil přihlášky se podávají nejdéle do 31. března. Ale i po tomto dni těm, kteří pohledávati se dosud nepřihlásili, snaží se zvláštní poukázky. Pořadatelstvo žádá všechny interesenty, aby žádosti o přihlášky příslušně vyžádali adresovány centrální kanceláři Zem. Šulc a spol. v Praze, kde pořadatelé dotazů nejpozději zodpoví. (620, 1527, 1122, 1679)
